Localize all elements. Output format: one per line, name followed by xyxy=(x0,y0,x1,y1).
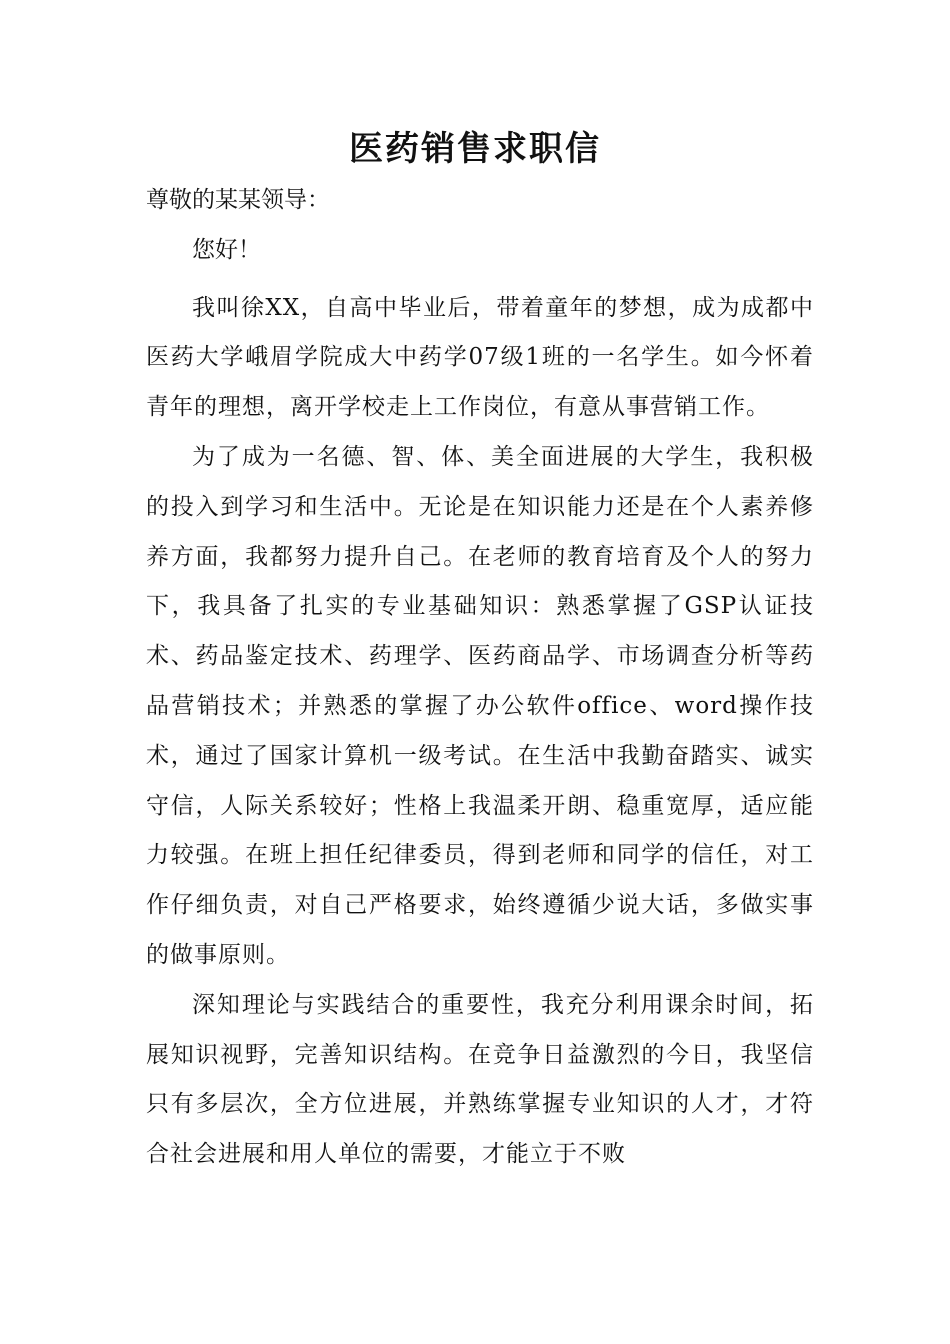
salutation: 尊敬的某某领导： xyxy=(146,187,330,213)
document-title: 医药销售求职信 xyxy=(349,129,601,169)
paragraph-intro: 我叫徐XX，自高中毕业后，带着童年的梦想，成为成都中医药大学峨眉学院成大中药学07级1班的一名学生。如今怀着青年的理想，离开学校走上工作岗位，有意从事营销工作。 xyxy=(146,294,814,421)
letter-body xyxy=(146,176,814,1180)
paragraph-practice: 深知理论与实践结合的重要性，我充分利用课余时间，拓展知识视野，完善知识结构。在竞争日益激烈的今日，我坚信只有多层次，全方位进展，并熟练掌握专业知识的人才，才符合社会进展和用人单位的需要，才能立于不败 xyxy=(146,991,814,1168)
greeting: 您好！ xyxy=(192,236,261,263)
paragraph-qualifications: 为了成为一名德、智、体、美全面进展的大学生，我积极的投入到学习和生活中。无论是在知识能力还是在个人素养修养方面，我都努力提升自己。在老师的教育培育及个人的努力下，我具备了扎实的专业基础知识：熟悉掌握了GSP认证技术、药品鉴定技术、药理学、医药商品学、市场调查分析等药品营销技术；并熟悉的掌握了办公软件office、word操作技术，通过了国家计算机一级考试。在生活中我勤奋踏实、诚实守信，人际关系较好；性格上我温柔开朗、稳重宽厚，适应能力较强。在班上担任纪律委员，得到老师和同学的信任，对工作仔细负责，对自己严格要求，始终遵循少说大话，多做实事的做事原则。 xyxy=(146,443,814,968)
